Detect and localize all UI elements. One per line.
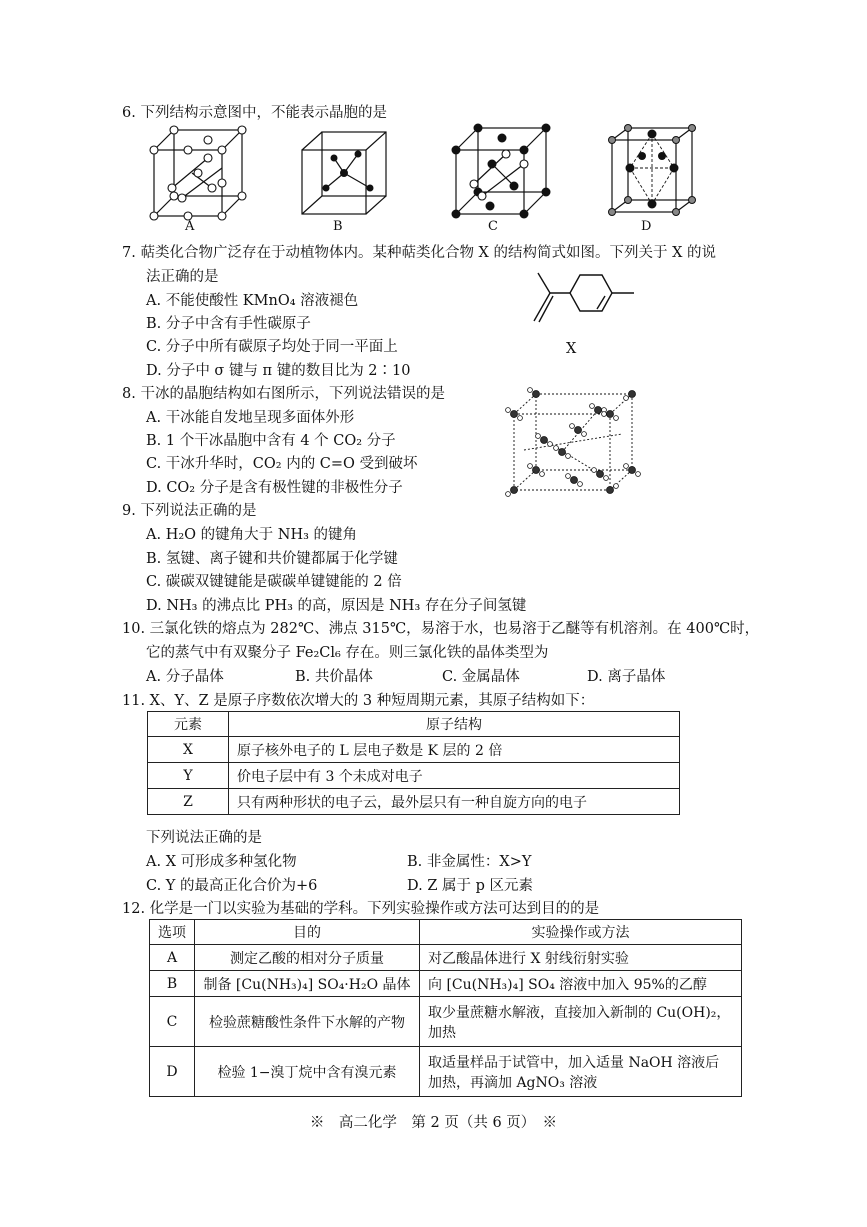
question-10-stem-line1: 10. 三氯化铁的熔点为 282℃、沸点 315℃，易溶于水，也易溶于乙醚等有机溶剂。在 400℃时， <box>122 621 760 637</box>
question-11-option-c: C. Y 的最高正化合价为+6 <box>146 878 318 894</box>
question-11-sub-stem: 下列说法正确的是 <box>146 830 262 846</box>
table-cell: 价电子层中有 3 个未成对电子 <box>229 763 680 789</box>
question-9-option-a: A. H₂O 的键角大于 NH₃ 的键角 <box>146 527 358 543</box>
question-11-stem: 11. X、Y、Z 是原子序数依次增大的 3 种短周期元素，其原子结构如下： <box>122 693 595 709</box>
terpene-structure-x <box>518 265 638 335</box>
cell-line: 取适量样品于试管中，加入适量 NaOH 溶液后 <box>428 1054 720 1071</box>
table-cell: 对乙酸晶体进行 X 射线衍射实验 <box>420 945 742 971</box>
question-11-option-d: D. Z 属于 p 区元素 <box>407 878 534 894</box>
question-9-option-d: D. NH₃ 的沸点比 PH₃ 的高，原因是 NH₃ 存在分子间氢键 <box>146 598 527 614</box>
question-12-stem: 12. 化学是一门以实验为基础的学科。下列实验操作或方法可达到目的的是 <box>122 901 600 917</box>
table-cell: Z <box>148 789 229 815</box>
question-11-table <box>147 711 680 815</box>
table-cell: 测定乙酸的相对分子质量 <box>195 945 420 971</box>
crystal-diagram-c <box>452 124 552 218</box>
crystal-diagram-a <box>152 128 252 218</box>
question-10-option-a: A. 分子晶体 <box>146 669 224 685</box>
table-header: 元素 <box>148 712 229 737</box>
question-8-option-c: C. 干冰升华时，CO₂ 内的 C=O 受到破坏 <box>146 456 418 472</box>
dry-ice-unit-cell-diagram <box>504 390 638 498</box>
question-11-option-a: A. X 可形成多种氢化物 <box>146 854 297 870</box>
structure-label-x: X <box>566 341 577 357</box>
question-7-stem-line1: 7. 萜类化合物广泛存在于动植物体内。某种萜类化合物 X 的结构简式如图。下列关于 X 的说 <box>122 245 717 261</box>
figure-label-a: A <box>185 219 195 234</box>
question-9-option-c: C. 碳碳双键键能是碳碳单键键能的 2 倍 <box>146 574 402 590</box>
page-footer: ※ 高二化学 第 2 页（共 6 页） ※ <box>309 1115 558 1131</box>
table-cell: C <box>150 997 195 1047</box>
question-7-option-b: B. 分子中含有手性碳原子 <box>146 316 311 332</box>
table-cell: 只有两种形状的电子云，最外层只有一种自旋方向的电子 <box>229 789 680 815</box>
table-header: 选项 <box>150 920 195 945</box>
question-9-stem: 9. 下列说法正确的是 <box>122 503 257 519</box>
table-cell: A <box>150 945 195 971</box>
table-header: 原子结构 <box>229 712 680 737</box>
table-header: 实验操作或方法 <box>420 920 742 945</box>
table-cell: 检验 1−溴丁烷中含有溴元素 <box>195 1047 420 1097</box>
table-cell: 制备 [Cu(NH₃)₄] SO₄·H₂O 晶体 <box>195 971 420 997</box>
question-10-option-d: D. 离子晶体 <box>587 669 666 685</box>
figure-label-c: C <box>488 219 498 234</box>
question-10-option-c: C. 金属晶体 <box>442 669 520 685</box>
cell-line: 加热，再滴加 AgNO₃ 溶液 <box>428 1074 598 1091</box>
table-cell: X <box>148 737 229 763</box>
cell-line: 取少量蔗糖水解液，直接加入新制的 Cu(OH)₂， <box>428 1004 731 1021</box>
question-10-stem-line2: 它的蒸气中有双聚分子 Fe₂Cl₆ 存在。则三氯化铁的晶体类型为 <box>146 645 549 661</box>
question-7-option-a: A. 不能使酸性 KMnO₄ 溶液褪色 <box>146 293 359 309</box>
table-cell: D <box>150 1047 195 1097</box>
question-6-stem: 6. 下列结构示意图中，不能表示晶胞的是 <box>122 105 387 121</box>
table-cell: Y <box>148 763 229 789</box>
question-11-option-b: B. 非金属性：X>Y <box>407 854 532 870</box>
question-8-option-a: A. 干冰能自发地呈现多面体外形 <box>146 410 355 426</box>
table-cell <box>420 997 742 1047</box>
question-8-stem: 8. 干冰的晶胞结构如右图所示，下列说法错误的是 <box>122 386 445 402</box>
table-cell: 向 [Cu(NH₃)₄] SO₄ 溶液中加入 95%的乙醇 <box>420 971 742 997</box>
question-9-option-b: B. 氢键、离子键和共价键都属于化学键 <box>146 551 398 567</box>
table-cell: B <box>150 971 195 997</box>
crystal-diagram-d <box>608 124 698 218</box>
table-cell: 检验蔗糖酸性条件下水解的产物 <box>195 997 420 1047</box>
question-8-option-b: B. 1 个干冰晶胞中含有 4 个 CO₂ 分子 <box>146 433 396 449</box>
question-12-table <box>149 919 742 1097</box>
crystal-diagram-b <box>300 128 390 218</box>
table-header: 目的 <box>195 920 420 945</box>
question-7-stem-line2: 法正确的是 <box>146 269 219 285</box>
figure-label-b: B <box>333 219 343 234</box>
question-8-option-d: D. CO₂ 分子是含有极性键的非极性分子 <box>146 480 403 496</box>
figure-label-d: D <box>641 219 652 234</box>
table-cell: 原子核外电子的 L 层电子数是 K 层的 2 倍 <box>229 737 680 763</box>
cell-line: 加热 <box>428 1024 456 1041</box>
question-7-option-c: C. 分子中所有碳原子均处于同一平面上 <box>146 339 398 355</box>
question-10-option-b: B. 共价晶体 <box>295 669 373 685</box>
table-cell <box>420 1047 742 1097</box>
question-7-option-d: D. 分子中 σ 键与 π 键的数目比为 2∶10 <box>146 363 411 379</box>
